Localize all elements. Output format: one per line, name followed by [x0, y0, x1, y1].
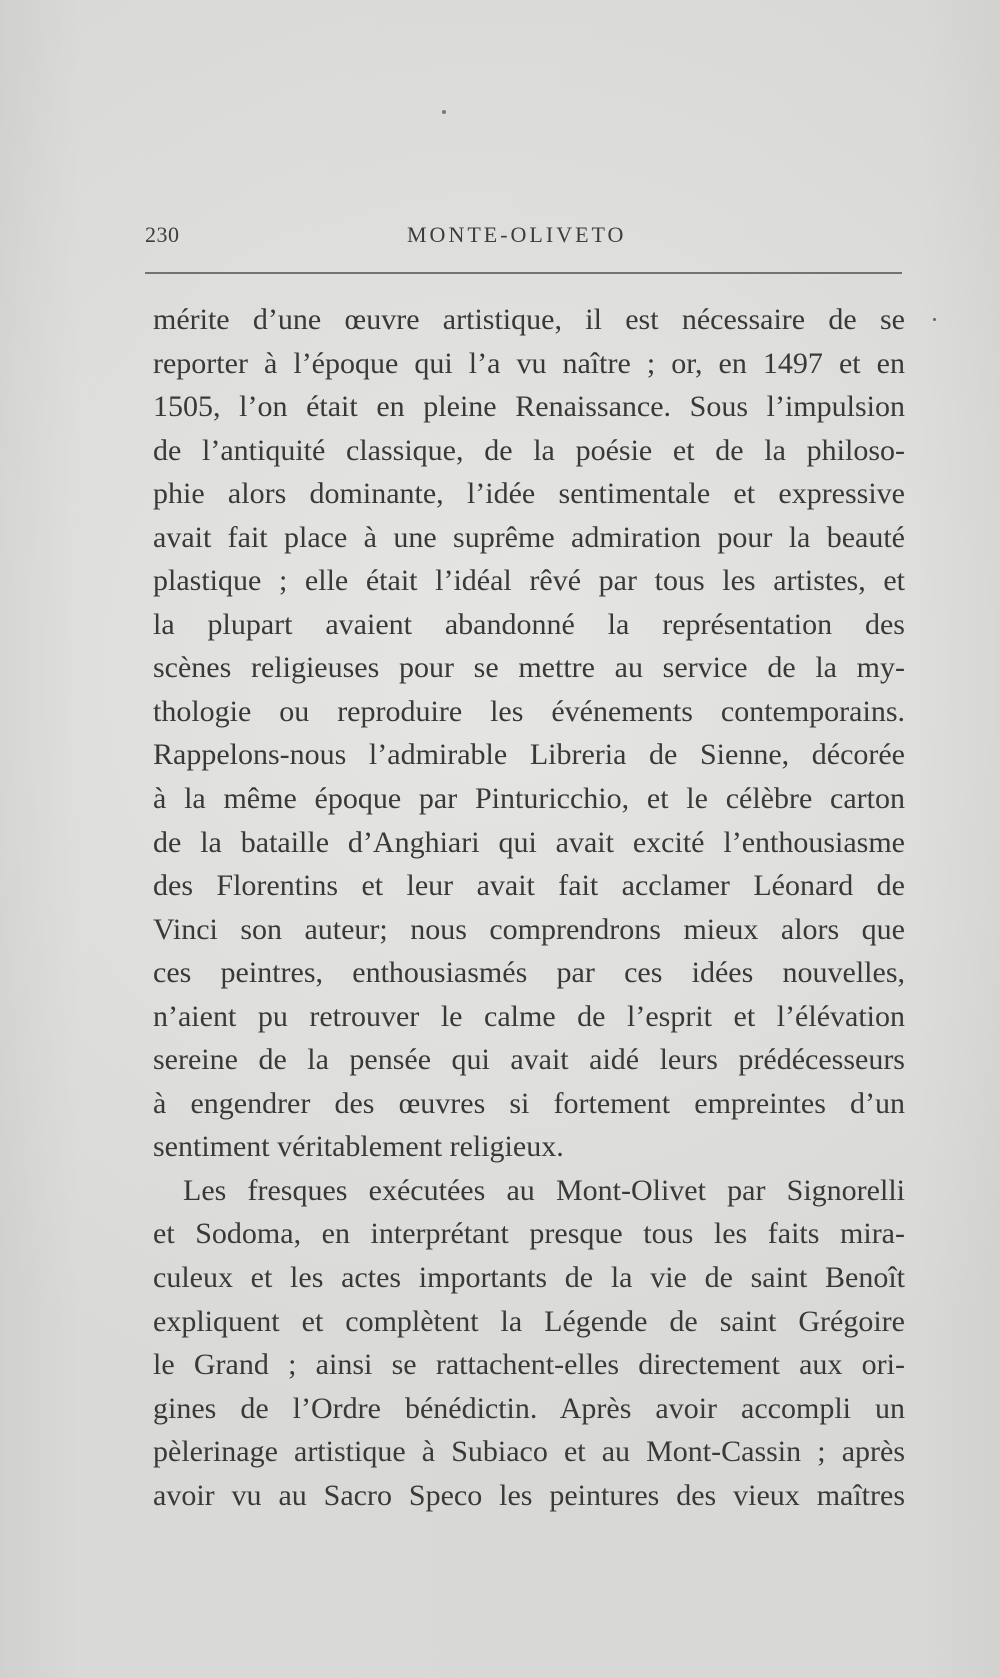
text-line: pèlerinage artistique à Subiaco et au Mont-Cassin ; après [153, 1435, 905, 1469]
text-line: sentiment véritablement religieux. [153, 1130, 564, 1164]
page-header [145, 222, 905, 264]
text-line: phie alors dominante, l’idée sentimentale et expressive [153, 477, 905, 511]
text-line: n’aient pu retrouver le calme de l’esprit et l’élévation [153, 999, 905, 1033]
text-line: culeux et les actes importants de la vie de saint Benoît [153, 1261, 905, 1295]
text-line: et Sodoma, en interprétant presque tous les faits mira- [153, 1217, 905, 1251]
text-line: Rappelons-nous l’admirable Libreria de Sienne, décorée [153, 738, 905, 772]
text-line: à engendrer des œuvres si fortement empreintes d’un [153, 1086, 905, 1120]
paper-speck [442, 110, 446, 114]
text-line: Vinci son auteur; nous comprendrons mieux alors que [153, 912, 905, 946]
header-rule [145, 272, 902, 274]
running-title: MONTE-OLIVETO [407, 222, 627, 247]
paper-speck [933, 318, 936, 321]
text-line: la plupart avaient abandonné la représentation des [153, 607, 905, 641]
text-line: plastique ; elle était l’idéal rêvé par tous les artistes, et [153, 564, 905, 598]
text-line: ces peintres, enthousiasmés par ces idées nouvelles, [153, 956, 905, 990]
text-line: scènes religieuses pour se mettre au service de la my- [153, 651, 905, 685]
text-line: 1505, l’on était en pleine Renaissance. Sous l’impulsion [153, 390, 905, 424]
text-line: à la même époque par Pinturicchio, et le célèbre carton [153, 782, 905, 816]
text-line: mérite d’une œuvre artistique, il est nécessaire de se [153, 303, 905, 336]
text-line: de l’antiquité classique, de la poésie et de la philoso- [153, 433, 905, 467]
text-line: de la bataille d’Anghiari qui avait excité l’enthousiasme [153, 825, 905, 859]
text-line: avait fait place à une suprême admiration pour la beauté [153, 520, 905, 554]
text-line: gines de l’Ordre bénédictin. Après avoir accompli un [153, 1391, 905, 1425]
text-line: reporter à l’époque qui l’a vu naître ; or, en 1497 et en [153, 346, 905, 380]
text-line: expliquent et complètent la Légende de saint Grégoire [153, 1304, 905, 1338]
text-line: des Florentins et leur avait fait acclamer Léonard de [153, 869, 905, 903]
text-line: thologie ou reproduire les événements contemporains. [153, 694, 905, 728]
text-line: le Grand ; ainsi se rattachent-elles directement aux ori- [153, 1348, 905, 1382]
page-number: 230 [145, 222, 180, 247]
text-line: sereine de la pensée qui avait aidé leurs prédécesseurs [153, 1043, 905, 1077]
text-line: avoir vu au Sacro Speco les peintures des vieux maîtres [153, 1478, 905, 1512]
text-line: Les fresques exécutées au Mont-Olivet par Signorelli [183, 1173, 905, 1207]
body-text [153, 298, 905, 1517]
